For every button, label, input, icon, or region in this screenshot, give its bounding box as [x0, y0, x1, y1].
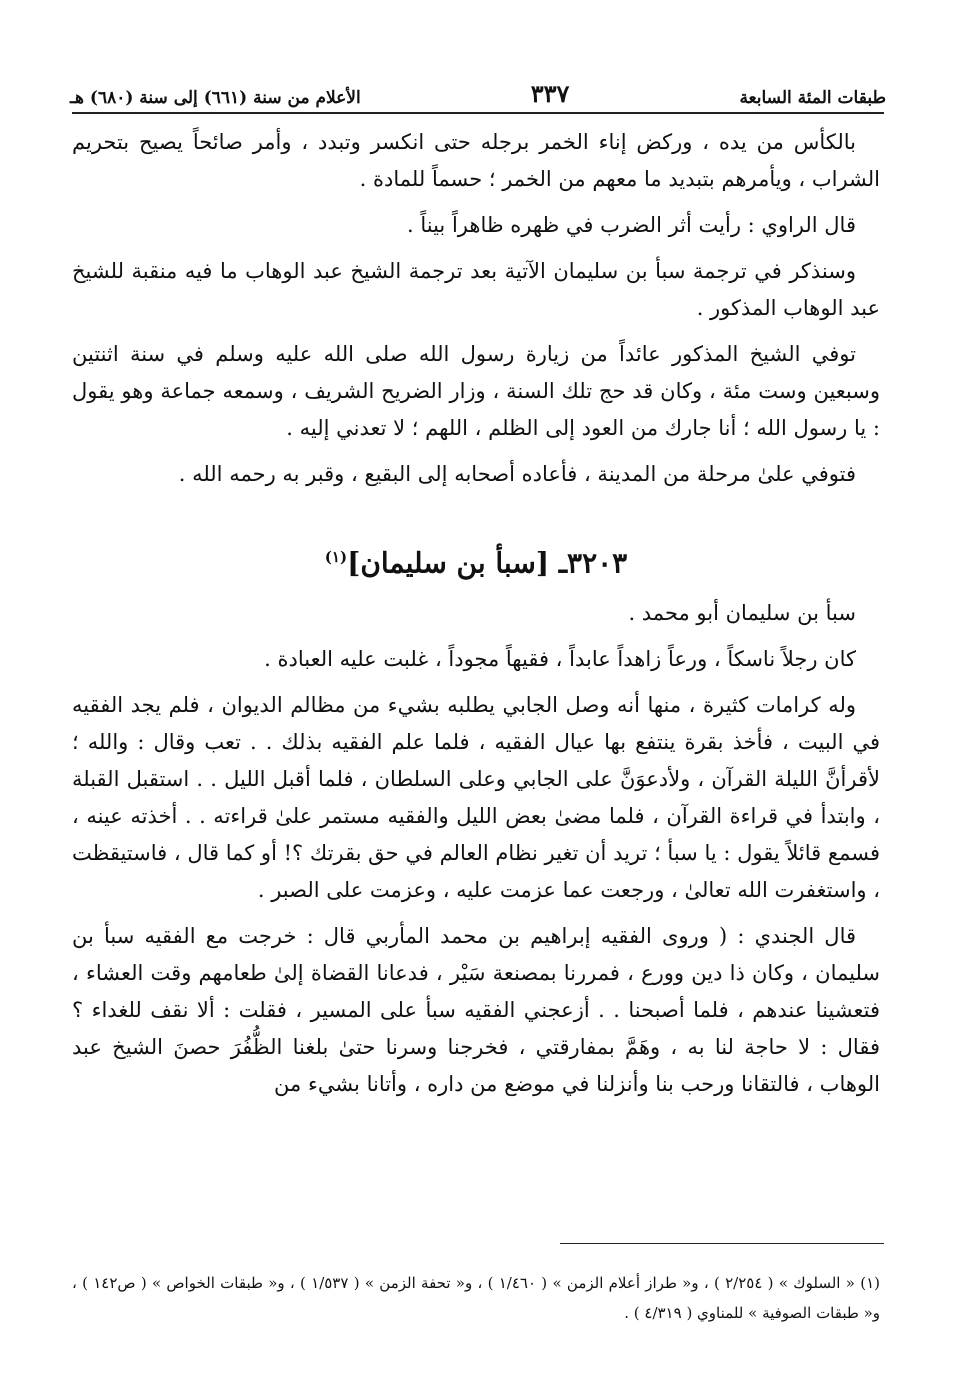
paragraph: كان رجلاً ناسكاً ، ورعاً زاهداً عابداً ، فقيهاً مجوداً ، غلبت عليه العبادة .	[264, 647, 856, 672]
paragraph: فتوفي علىٰ مرحلة من المدينة ، فأعاده أصحابه إلى البقيع ، وقبر به رحمه الله .	[178, 462, 856, 486]
page-body	[72, 124, 880, 1112]
paragraph: وسنذكر في ترجمة سبأ بن سليمان الآتية بعد ترجمة الشيخ عبد الوهاب ما فيه منقبة للشيخ عبد الوهاب المذكور .	[72, 259, 880, 320]
footnote: (١) « السلوك » ( ٢/٢٥٤ ) ، و« طراز أعلام الزمن » ( ١/٤٦٠ ) ، و« تحفة الزمن » ( ١/٥٣٧ ) ، و« طبقات الخواص » ( ص١٤٢ ) ، و« طبقات الصوفية » للمناوي ( ٤/٣١٩ ) .	[72, 1274, 880, 1322]
footnote-reference: (١)	[324, 548, 348, 566]
paragraph: قال الراوي : رأيت أثر الضرب في ظهره ظاهراً بيناً .	[407, 213, 856, 237]
entry-title: ٣٢٠٣ـ [سبأ بن سليمان]	[347, 546, 628, 580]
page-number: ٣٣٧	[530, 79, 570, 108]
header-volume-range: الأعلام من سنة (٦٦١) إلى سنة (٦٨٠) هـ	[70, 88, 361, 108]
footnotes	[72, 1268, 880, 1328]
header-section-title: طبقات المئة السابعة	[739, 88, 886, 108]
running-header	[70, 62, 886, 108]
entry-heading	[72, 539, 880, 581]
paragraph: قال الجندي : ( وروى الفقيه إبراهيم بن محمد المأربي قال : خرجت مع الفقيه سبأ بن سليمان ، وكان ذا دين وورع ، فمررنا بمصنعة سَيْر ، فدعانا القضاة إلىٰ طعامهم وقت العشاء ، فتعشينا عندهم ، فلما أصبحنا . . أزعجني الفقيه سبأ على المسير ، فقلت : ألا نقف للغداء ؟ فقال : لا حاجة لنا به ، وهَمَّ بمفارقتي ، فخرجنا وسرنا حتىٰ بلغنا الظُّفُرَ حصنَ الشيخ عبد الوهاب ، فالتقانا ورحب بنا وأنزلنا في موضع من داره ، وأتانا بشيء من	[72, 924, 880, 1097]
header-rule	[72, 112, 884, 114]
footnote-rule	[560, 1243, 884, 1244]
paragraph: توفي الشيخ المذكور عائداً من زيارة رسول الله صلى الله عليه وسلم في سنة اثنتين وسبعين وست مئة ، وكان قد حج تلك السنة ، وزار الضريح الشريف ، وسمعه جماعة وهو يقول : يا رسول الله ؛ أنا جارك من العود إلى الظلم ، اللهم ؛ لا تعدني إليه .	[72, 342, 880, 440]
paragraph: بالكأس من يده ، وركض إناء الخمر برجله حتى انكسر وتبدد ، وأمر صائحاً يصيح بتحريم الشراب ، ويأمرهم بتبديد ما معهم من الخمر ؛ حسماً للمادة .	[72, 130, 880, 191]
paragraph: سبأ بن سليمان أبو محمد .	[628, 601, 856, 626]
paragraph: وله كرامات كثيرة ، منها أنه وصل الجابي يطلبه بشيء من مظالم الديوان ، فلم يجد الفقيه في البيت ، فأخذ بقرة ينتفع بها عيال الفقيه ، فلما علم الفقيه بذلك . . تعب وقال : والله ؛ لأقرأنَّ الليلة القرآن ، ولأدعوَنَّ على الجابي وعلى السلطان ، فلما أقبل الليل . . استقبل القبلة ، وابتدأ في قراءة القرآن ، فلما مضىٰ بعض الليل والفقيه مستمر علىٰ قراءته . . أخذته عينه ، فسمع قائلاً يقول : يا سبأ ؛ تريد أن تغير نظام العالم في حق بقرتك ؟! أو كما قال ، فاستيقظت ، واستغفرت الله تعالىٰ ، ورجعت عما عزمت عليه ، وعزمت على الصبر .	[72, 693, 880, 903]
